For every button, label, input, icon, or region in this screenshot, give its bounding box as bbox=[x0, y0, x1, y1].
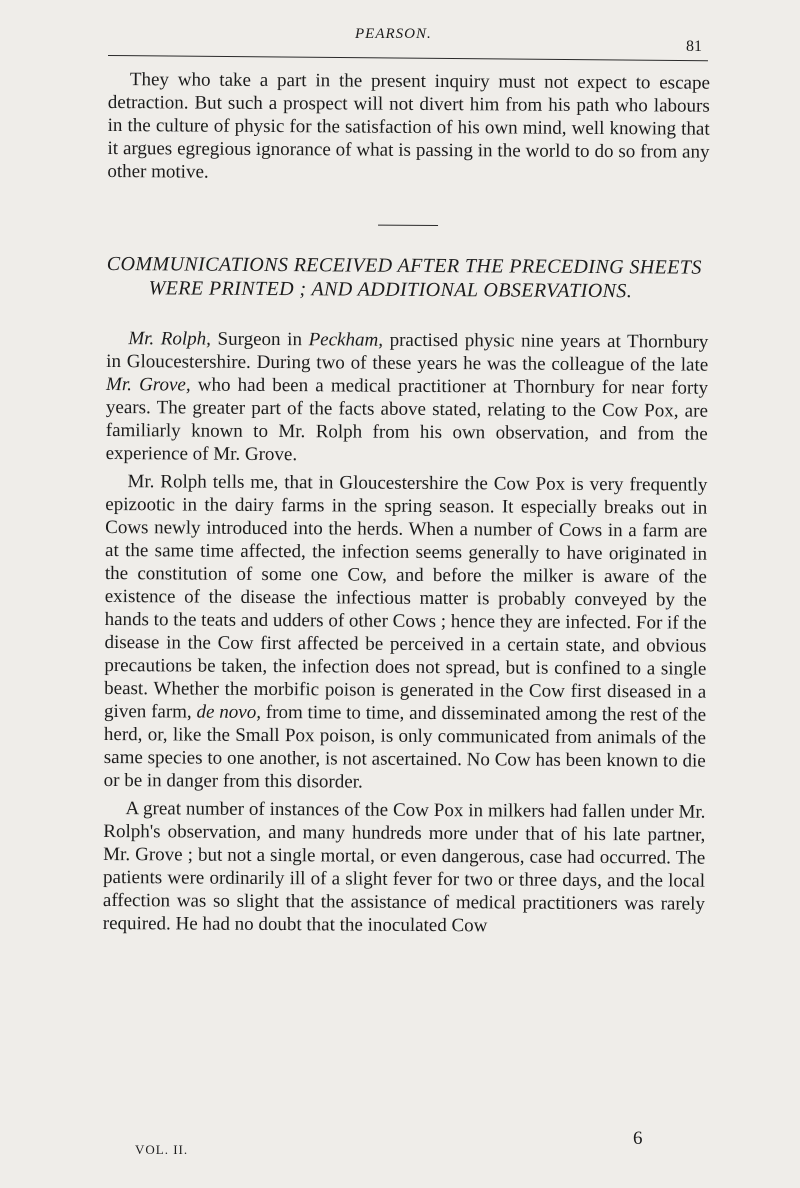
page-body bbox=[103, 68, 710, 939]
section-divider bbox=[378, 225, 438, 226]
text-run: who had been a medical practitioner at Thornbury for near forty years. The greater part of the facts above stated, relating to the Cow Pox, are familiarly known to Mr. Rolph from his own observation, and from the experience of Mr. Grove. bbox=[105, 374, 709, 466]
name-mr-rolph: Mr. Rolph, bbox=[128, 328, 212, 350]
running-head: PEARSON. bbox=[355, 26, 432, 42]
header-rule bbox=[108, 55, 708, 61]
text-run: Mr. Rolph tells me, that in Gloucestershire the Cow Pox is very frequently epizootic in the dairy farms in the spring season. It especially breaks out in Cows newly introduced into the herds. When a number of Cows in a farm are at the same time affected, the infection seems generally to have originated in the constitution of some one Cow, and before the milker is aware of the existence of the disease the infectious matter is probably conveyed by the hands to the teats and udders of other Cows ; hence they are infected. For if the disease in the Cow first affected be perceived in a certain state, and obvious precautions be taken, the infection does not spread, but is confined to a single beast. Whether the morbific poison is generated in the Cow first diseased in a given farm, bbox=[104, 471, 708, 723]
name-mr-grove: Mr. Grove, bbox=[106, 373, 191, 396]
text-run: from time to time, and disseminated among the rest of the herd, or, like the Small Pox poison, is only communicated from animals of the same species to one another, is not ascertained. No Cow has been known to die or be in danger from this disorder. bbox=[103, 701, 707, 793]
text-run: practised physic nine years at Thornbury in Gloucestershire. During two of these years he was the colleague of the late bbox=[106, 329, 709, 376]
section-heading: COMMUNICATIONS RECEIVED AFTER THE PRECEDING SHEETS WERE PRINTED ; AND ADDITIONAL OBSERVATIONS. bbox=[106, 252, 702, 303]
page-number: 81 bbox=[686, 38, 702, 55]
paragraph-rolph-intro bbox=[106, 327, 709, 469]
place-peckham: Peckham, bbox=[308, 329, 384, 351]
opening-paragraph: They who take a part in the present inquiry must not expect to escape detraction. But such a prospect will not divert him from his path who labours in the culture of physic for the satisfaction of his own mind, well knowing that it argues egregious ignorance of what is passing in the world to do so from any other motive. bbox=[107, 69, 710, 183]
paragraph-epizootic bbox=[104, 470, 708, 796]
volume-mark: VOL. II. bbox=[135, 1142, 189, 1157]
paragraph-milkers: A great number of instances of the Cow Pox in milkers had fallen under Mr. Rolph's observation, and many hundreds more under that of his late partner, Mr. Grove ; but not a single mortal, or even dangerous, case had occurred. The patients were ordinarily ill of a slight fever for two or three days, and the local affection was so slight that the assistance of medical practitioners was rarely required. He had no doubt that the inoculated Cow bbox=[102, 798, 706, 937]
text-run: Surgeon in bbox=[210, 328, 309, 351]
latin-de-novo: de novo, bbox=[196, 701, 262, 723]
signature-mark: 6 bbox=[633, 1128, 643, 1149]
